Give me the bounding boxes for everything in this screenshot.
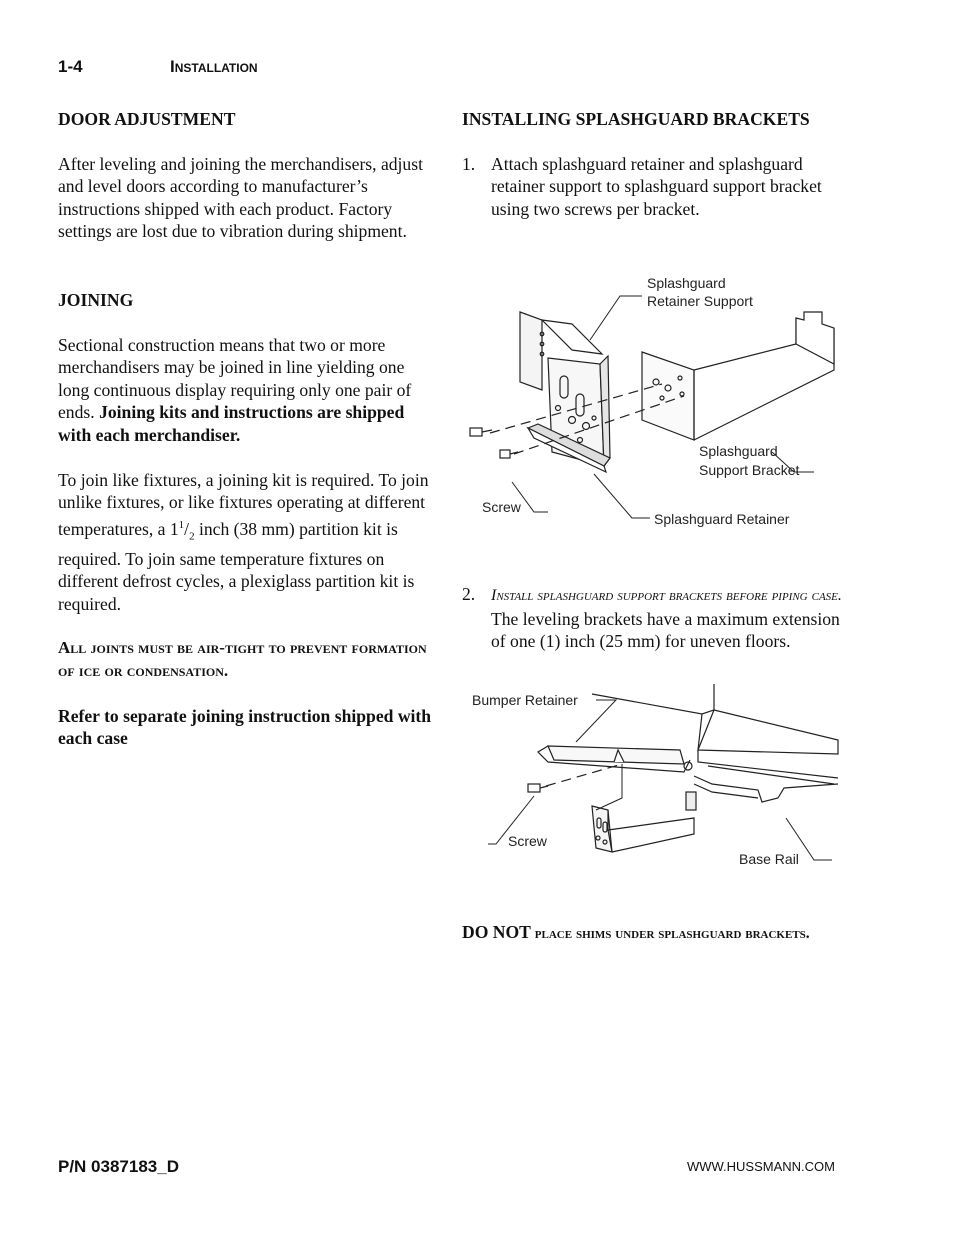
base-rail-diagram: [462, 680, 847, 880]
part-number: P/N 0387183_D: [58, 1157, 179, 1176]
label-base-rail: Base Rail: [739, 851, 799, 867]
joining-kits-note: Joining kits and instructions are shipped with each merchandiser.: [58, 402, 405, 445]
label-screw-2: Screw: [508, 833, 547, 849]
step-2: [462, 583, 847, 653]
section-title: Installation: [170, 57, 258, 76]
joining-text-b: inch (38 mm) partition kit is required. To join same temperature fixtures on different defrost cycles, a plexiglass partition kit is required.: [58, 518, 415, 614]
shim-warning-text: place shims under splashguard brackets.: [530, 925, 810, 942]
airtight-note: All joints must be air-tight to prevent formation of ice or condensation.: [58, 638, 427, 681]
step-2-instruction: Install splashguard support brackets before piping case.: [491, 587, 842, 604]
fraction-denominator: 2: [189, 530, 195, 543]
step-2-text: The leveling brackets have a maximum extension of one (1) inch (25 mm) for uneven floors.: [491, 608, 840, 652]
label-retainer-support-2: Retainer Support: [647, 293, 753, 309]
label-retainer-support-1: Splashguard: [647, 275, 726, 291]
step-1-text: Attach splashguard retainer and splashguard retainer support to splashguard support bracket using two screws per bracket.: [491, 153, 822, 219]
joining-text-a: To join like fixtures, a joining kit is required. To join unlike fixtures, or like fixtures operating at different temperatures, a 1: [58, 469, 429, 539]
refer-note: Refer to separate joining instruction shipped with each case: [58, 705, 432, 749]
step-2-number: 2.: [462, 584, 476, 604]
fraction-numerator: 1: [178, 518, 185, 531]
shim-warning: [462, 921, 847, 946]
splashguard-bracket-diagram: [462, 268, 847, 538]
label-screw: Screw: [482, 499, 521, 515]
step-1-number: 1.: [462, 153, 476, 174]
label-splashguard-retainer: Splashguard Retainer: [654, 511, 790, 527]
label-bumper-retainer: Bumper Retainer: [472, 692, 578, 708]
label-support-bracket-1: Splashguard: [699, 443, 778, 459]
label-support-bracket-2: Support Bracket: [699, 462, 800, 478]
step-1: [462, 153, 847, 221]
shim-warning-bold: DO NOT: [462, 922, 531, 942]
step-2-item: [462, 583, 847, 653]
joining-heading: JOINING: [58, 289, 134, 310]
right-column: [462, 108, 847, 220]
splashguard-heading: INSTALLING SPLASHGUARD BRACKETS: [462, 109, 810, 129]
joining-paragraph-1: [58, 334, 438, 447]
page-number: 1-4: [58, 57, 83, 76]
joining-text: Sectional construction means that two or more merchandisers may be joined in line yielding one long continuous display requiring only one pair of ends.: [58, 334, 412, 423]
door-adjustment-heading: DOOR ADJUSTMENT: [58, 109, 236, 129]
left-column: [58, 108, 438, 750]
door-adjustment-text: After leveling and joining the merchandisers, adjust and level doors according to manufacturer’s instructions shipped with each product. Factory settings are lost due to vibration during shipment.: [58, 153, 423, 242]
fraction-slash: /: [184, 518, 190, 539]
website-link[interactable]: WWW.HUSSMANN.COM: [686, 1159, 835, 1174]
joining-paragraph-2: [58, 469, 438, 616]
